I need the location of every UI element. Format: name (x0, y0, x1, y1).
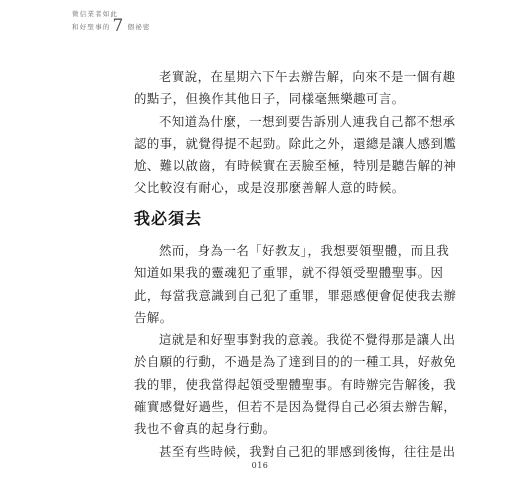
text-line: 確實感覺好過些，但若不是因為覺得自己必須去辦告解， (134, 399, 457, 415)
paragraph (134, 111, 457, 200)
text-line: 我也不會真的起身行動。 (134, 421, 276, 437)
text-line: 老實說，在星期六下午去辦告解，向來不是一個有趣 (159, 69, 456, 84)
text-line: 尬、難以啟齒，有時候實在丟臉至極，特別是聽告解的神 (134, 158, 457, 174)
page-number: 016 (251, 461, 269, 470)
running-header-line1: 徵信業者如此 (72, 10, 119, 18)
text-line: 的點子，但換作其他日子，同樣毫無樂趣可言。 (134, 91, 405, 107)
text-line: 然而，身為一名「好教友」，我想要領聖體，而且我 (159, 243, 450, 258)
running-header-line2 (72, 16, 151, 36)
section-heading: 我必須去 (134, 209, 203, 228)
paragraph (134, 240, 457, 329)
text-line: 不知道為什麼，一想到要告訴別人連我自己都不想承 (159, 113, 456, 129)
text-line: 於自願的行動，不過是為了達到目的的一種工具，好赦免 (134, 354, 457, 370)
paragraph (134, 441, 456, 463)
running-header-suffix: 個祕密 (127, 23, 151, 31)
running-header-number: 7 (112, 16, 125, 36)
body-text-top (134, 66, 457, 200)
text-line: 告解。 (134, 309, 173, 325)
body-text-bottom (134, 240, 457, 463)
text-line: 此，每當我意識到自己犯了重罪，罪惡感便會促使我去辦 (134, 287, 457, 303)
paragraph (134, 66, 456, 111)
text-line: 甚至有些時候，我對自己犯的罪感到後悔，往往是出 (159, 443, 456, 459)
text-line: 知道如果我的靈魂犯了重罪，就不得領受聖體聖事。因 (134, 265, 444, 281)
text-line: 父比較沒有耐心，或是沒那麼善解人意的時候。 (134, 180, 405, 196)
text-line: 我的罪，使我當得起領受聖體聖事。有時辦完告解後，我 (134, 376, 457, 392)
running-header (72, 9, 151, 36)
paragraph (134, 329, 457, 440)
text-line: 認的事，就覺得提不起勁。除此之外，還總是讓人感到尷 (134, 135, 457, 151)
text-line: 這就是和好聖事對我的意義。我從不覺得那是讓人出 (159, 332, 456, 348)
running-header-prefix: 和好聖事的 (72, 23, 111, 31)
